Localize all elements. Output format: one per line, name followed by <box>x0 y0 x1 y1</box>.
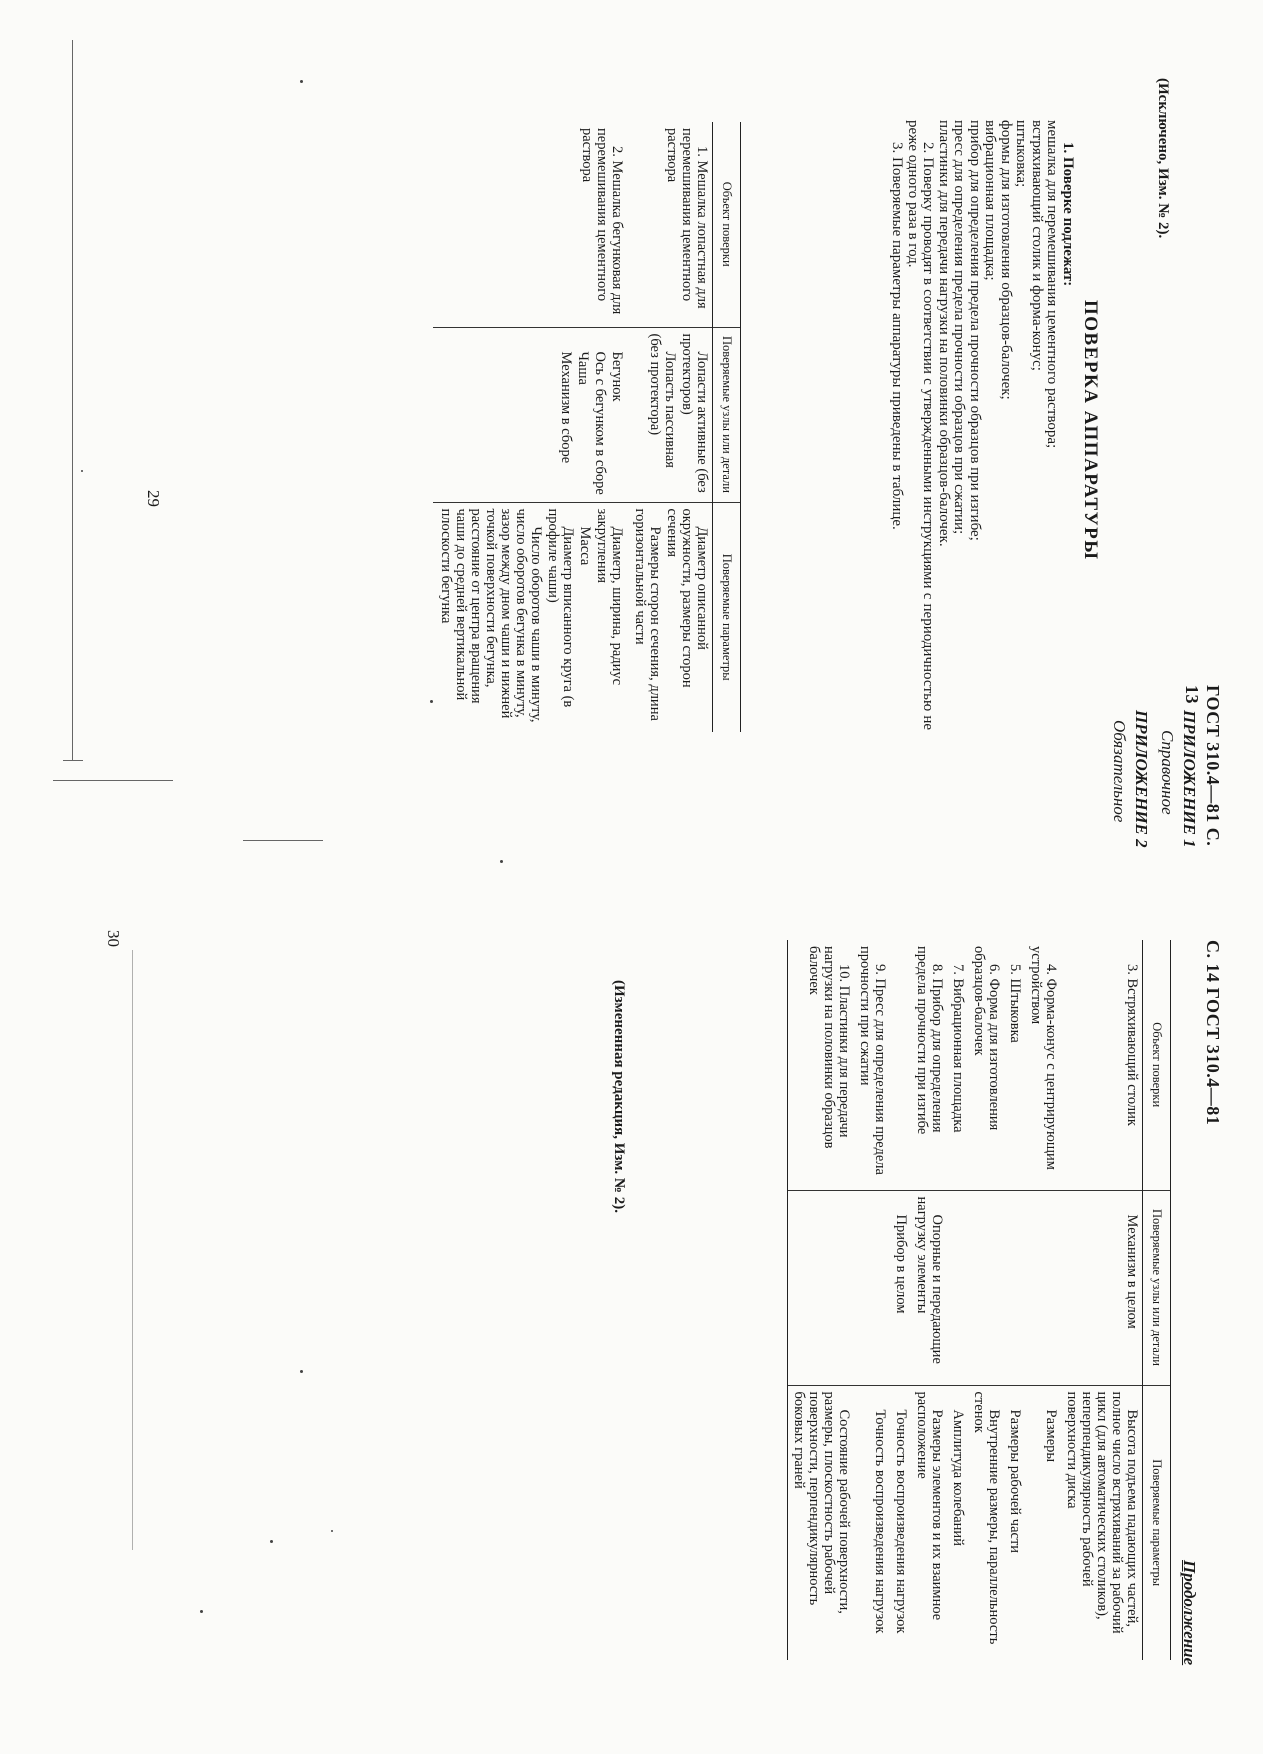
table-cell-object: 8. Прибор для определения предела прочности при изгибе <box>914 946 945 1135</box>
table-cell-object: 1. Мешалка лопастная для перемешивания цементного раствора <box>664 128 710 309</box>
param-item: Диаметр описанной окружности, размеры сторон сечения <box>664 508 710 688</box>
scan-speck <box>300 1370 303 1373</box>
appendix1-body: (Исключено, Изм. № 2). <box>1155 78 1171 239</box>
param-item: Число оборотов чаши в минуту, число оборотов бегунка в минуту, зазор между дном чаши и нижней точкой поверхности бегунка, расстояние от центра вращения чаши до средней вертикальной плоскости бегунка <box>438 508 544 723</box>
table-row <box>627 122 713 732</box>
table-cell-parts: Прибор в целом <box>890 1190 911 1385</box>
table-cell-parts <box>854 1190 890 1385</box>
para1-item: встряхивающий столик и форма-конус; <box>1029 120 1045 371</box>
para3: 3. Поверяемые параметры аппаратуры приведены в таблице. <box>889 142 906 530</box>
scan-fold-line <box>243 840 323 841</box>
scan-speck <box>300 80 303 83</box>
table-cell-object: 2. Мешалка бегунковая для перемешивания цементного раствора <box>579 128 625 315</box>
param-item: Масса <box>577 526 593 566</box>
table-cell-object: 7. Вибрационная площадка <box>950 964 966 1133</box>
table-cell-parts <box>627 327 713 502</box>
para1-item: штыковка; <box>1013 120 1030 188</box>
scan-speck <box>200 1610 203 1613</box>
part-item: Чаша <box>575 351 591 385</box>
table-row <box>433 122 627 732</box>
table-cell-parts <box>1004 1190 1025 1385</box>
table-header: Поверяемые параметры <box>713 502 741 732</box>
part-item: Лопасть пассивная (без протектора) <box>647 333 678 468</box>
table-cell-object: 9. Пресс для определения предела прочности при сжатии <box>857 946 888 1175</box>
scan-edge-line <box>63 760 83 761</box>
table-cell-parts <box>968 1190 1004 1385</box>
scan-speck <box>430 700 433 703</box>
part-item: Бегунок <box>609 351 625 402</box>
table-cell-params: Высота подъема падающих частей, полное число встряхиваний за рабочий цикл (для автоматических столиков), неперпендикулярность рабочей поверхности диска <box>1061 1385 1143 1660</box>
table-cell-params <box>433 502 627 732</box>
table-cell-parts <box>947 1190 968 1385</box>
scan-edge-line <box>132 950 133 1550</box>
page-header-code: ГОСТ 310.4—81 С. 13 <box>1182 685 1223 847</box>
para1-item: пресс для определения предела прочности образцов при сжатии; <box>951 120 968 535</box>
part-item: Лопасти активные (без протекторов) <box>679 333 710 493</box>
table-row <box>968 940 1004 1660</box>
table-cell-params: Размеры <box>1025 1385 1061 1660</box>
table-cell-params: Внутренние размеры, параллельность стенок <box>968 1385 1004 1660</box>
body-text <box>889 120 1075 730</box>
para1-item: прибор для определения предела прочности образцов при изгибе; <box>967 120 983 541</box>
page-header-code: С. 14 ГОСТ 310.4—81 <box>1203 940 1223 1126</box>
scan-edge-line <box>72 40 73 760</box>
table-cell-parts <box>433 327 627 502</box>
right-page <box>0 920 1263 1720</box>
table-header: Поверяемые узлы или детали <box>1143 1190 1171 1385</box>
table-cell-parts: Механизм в целом <box>1061 1190 1143 1385</box>
table-cell-params: Размеры рабочей части <box>1004 1385 1025 1660</box>
table-header: Объект поверки <box>713 122 741 327</box>
verification-table-continued <box>787 940 1171 1660</box>
scan-speck <box>500 860 503 863</box>
table-row <box>890 940 911 1660</box>
table-cell-object: 3. Встряхивающий столик <box>1124 964 1140 1126</box>
table-cell-params: Точность воспроизведения нагрузок <box>890 1385 911 1660</box>
table-header: Объект поверки <box>1143 940 1171 1190</box>
table-continuation: Продолжение <box>1180 1560 1199 1666</box>
part-item: Ось с бегунком в сборе <box>592 351 608 495</box>
table-cell-params: Размеры элементов и их взаимное расположение <box>911 1385 947 1660</box>
part-item: Механизм в сборе <box>558 351 574 464</box>
para1-item: формы для изготовления образцов-балочек; <box>998 120 1014 400</box>
table-row <box>1004 940 1025 1660</box>
table-row <box>854 940 890 1660</box>
table-row <box>947 940 968 1660</box>
param-item: Диаметр вписанного круга (в профиле чаши) <box>545 508 576 708</box>
table-cell-object: 5. Штыковка <box>1007 964 1023 1043</box>
table-cell-parts <box>788 1190 855 1385</box>
left-page <box>0 30 1263 850</box>
table-cell-params: Точность воспроизведения нагрузок <box>854 1385 890 1660</box>
page-number: 30 <box>104 930 123 947</box>
appendix1-status: Справочное <box>1158 730 1177 815</box>
para1-item: вибрационная площадка; <box>982 120 999 281</box>
table-cell-object: 6. Форма для изготовления образцов-балочек <box>971 946 1002 1131</box>
page-number: 29 <box>144 490 163 507</box>
appendix1-title: ПРИЛОЖЕНИЕ 1 <box>1180 710 1199 848</box>
table-header: Поверяемые параметры <box>1143 1385 1171 1660</box>
amendment-note: (Измененная редакция, Изм. № 2). <box>611 980 627 1214</box>
param-item: Диаметр, ширина, радиус закругления <box>594 508 625 686</box>
table-cell-params: Амплитуда колебаний <box>947 1385 968 1660</box>
para1-head: 1. Поверке подлежат: <box>1060 142 1076 287</box>
appendix2-status: Обязательное <box>1110 720 1129 823</box>
appendix2-title: ПРИЛОЖЕНИЕ 2 <box>1132 710 1151 848</box>
table-row <box>1061 940 1143 1660</box>
table-cell-params <box>627 502 713 732</box>
table-cell-parts <box>1025 1190 1061 1385</box>
para1-item: мешалка для перемешивания цементного раствора; <box>1044 120 1061 449</box>
table-row <box>911 940 947 1660</box>
table-cell-object: 10. Пластинки для передачи нагрузки на половинки образцов балочек <box>788 940 855 1190</box>
table-cell-params: Состояние рабочей поверхности, размеры, плоскостность рабочей поверхности, перпендикулярность боковых граней <box>788 1385 855 1660</box>
verification-table <box>433 122 741 732</box>
scan-fold-line <box>53 780 173 781</box>
para1-item: пластинки для передачи нагрузки на половинки образцов-балочек. <box>936 120 952 547</box>
table-cell-object <box>890 940 911 1190</box>
section-title: ПОВЕРКА АППАРАТУРЫ <box>1080 300 1101 561</box>
table-header: Поверяемые узлы или детали <box>713 327 741 502</box>
scan-speck <box>270 1540 273 1543</box>
table-row <box>788 940 855 1660</box>
table-cell-parts: Опорные и передающие нагрузку элементы <box>911 1190 947 1385</box>
param-item: Размеры сторон сечения, длина горизонтальной части <box>632 508 663 721</box>
scan-speck <box>331 1530 333 1532</box>
table-row <box>1025 940 1061 1660</box>
para2: 2. Поверку проводят в соответствии с утвержденными инструкциями с периодичностью не реже одного раза в год. <box>905 120 937 730</box>
table-cell-object: 4. Форма-конус с центрирующим устройством <box>1028 946 1059 1170</box>
scan-speck <box>81 470 83 472</box>
